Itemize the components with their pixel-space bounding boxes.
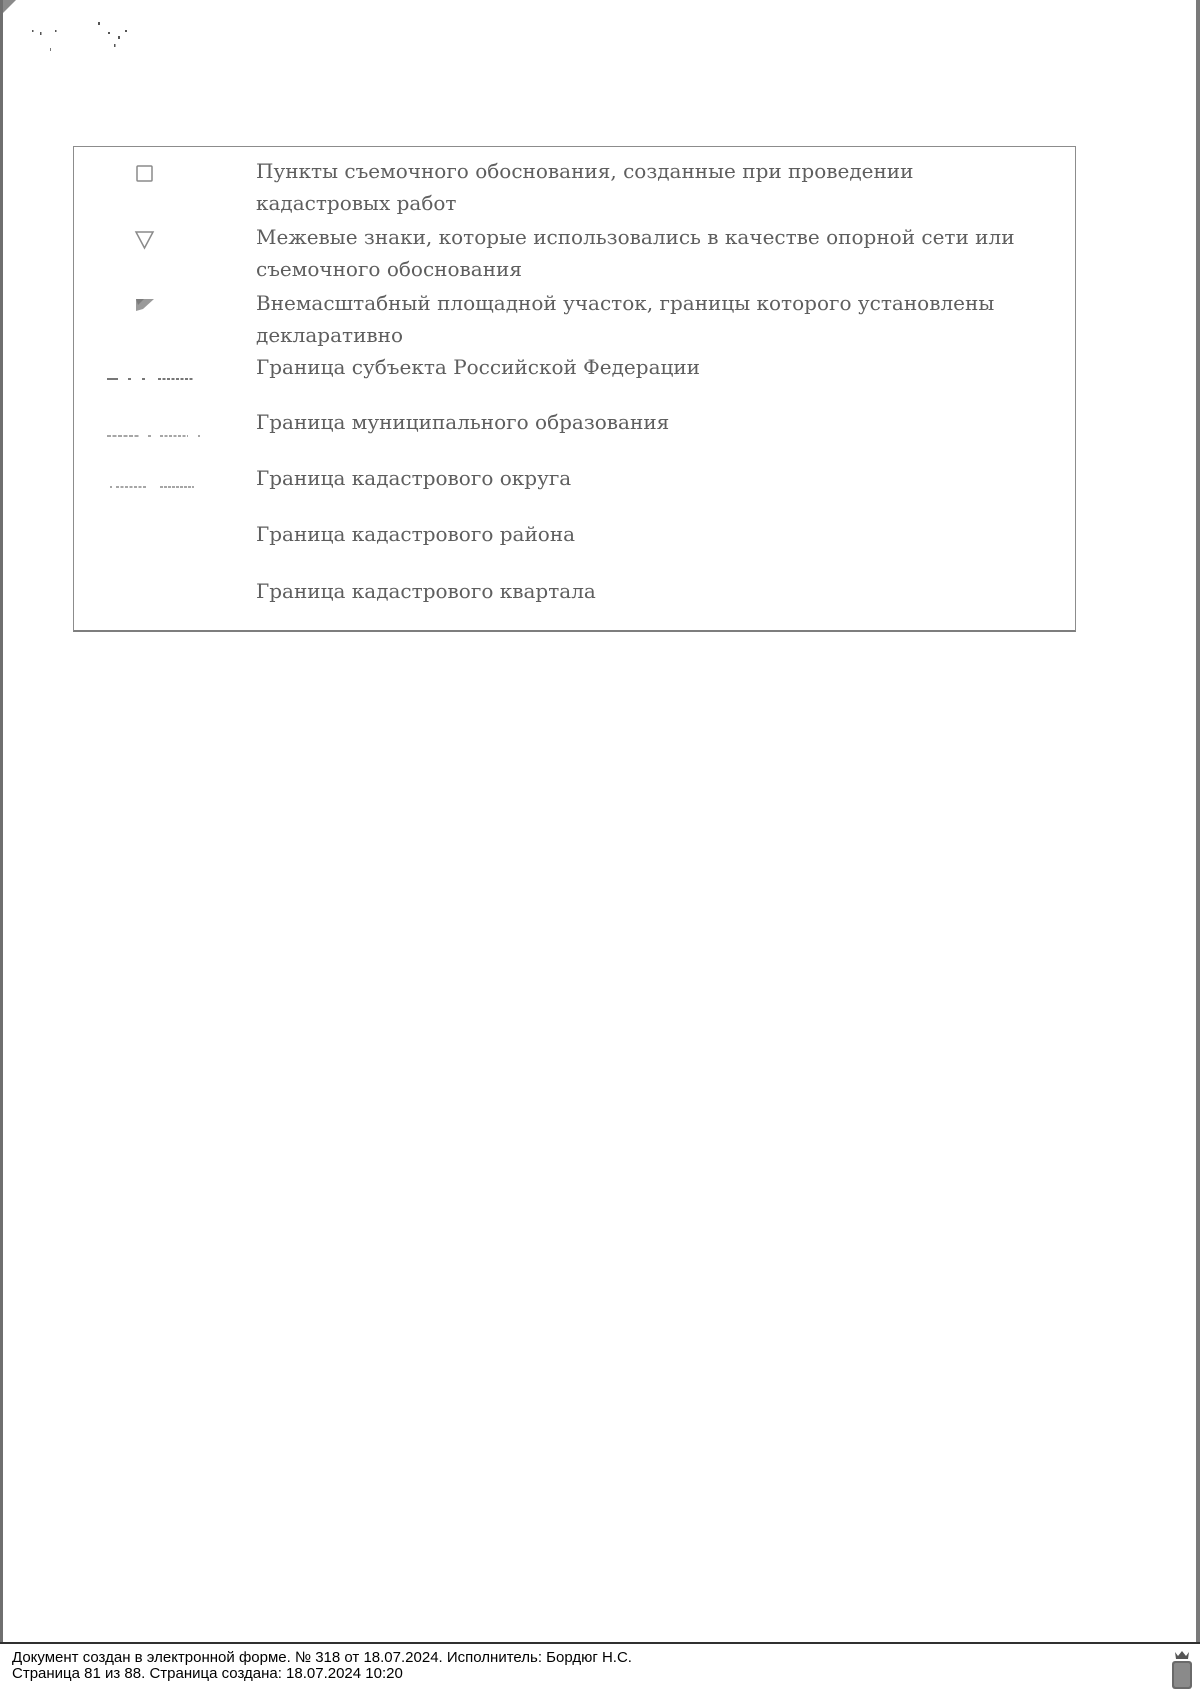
footer-page-info: Страница 81 из 88. Страница создана: 18.07.2024 10:20 (12, 1665, 403, 1682)
legend-table (73, 146, 1076, 632)
cadastral-district-boundary-line (74, 462, 249, 502)
triangle-down-outline-icon (74, 221, 249, 261)
legend-label: Внемасштабный площадной участок, границы которого установлены декларативно (256, 291, 995, 347)
federation-boundary-line (74, 351, 249, 391)
legend-label: Пункты съемочного обоснования, созданные при проведении кадастровых работ (256, 159, 914, 215)
legend-label: Граница кадастрового округа (256, 466, 572, 490)
square-point-icon (74, 155, 249, 195)
scan-noise (30, 18, 140, 58)
filled-flag-icon (74, 287, 249, 327)
scan-right-edge (1196, 0, 1200, 1642)
document-footer (0, 1642, 1200, 1698)
municipal-boundary-line (74, 406, 249, 446)
footer-document-info: Документ создан в электронной форме. № 318 от 18.07.2024. Исполнитель: Бордюг Н.С. (12, 1649, 632, 1666)
footer-divider (0, 1642, 1200, 1644)
legend-label: Граница муниципального образования (256, 410, 670, 434)
legend-label: Граница кадастрового района (256, 522, 576, 546)
scan-left-edge (0, 0, 3, 1642)
legend-label: Межевые знаки, которые использовались в качестве опорной сети или съемочного обоснования (256, 225, 1015, 281)
legend-label: Граница кадастрового квартала (256, 579, 596, 603)
footer-text (12, 1650, 632, 1682)
legend-label: Граница субъекта Российской Федерации (256, 355, 701, 379)
emblem-icon (1170, 1648, 1194, 1692)
